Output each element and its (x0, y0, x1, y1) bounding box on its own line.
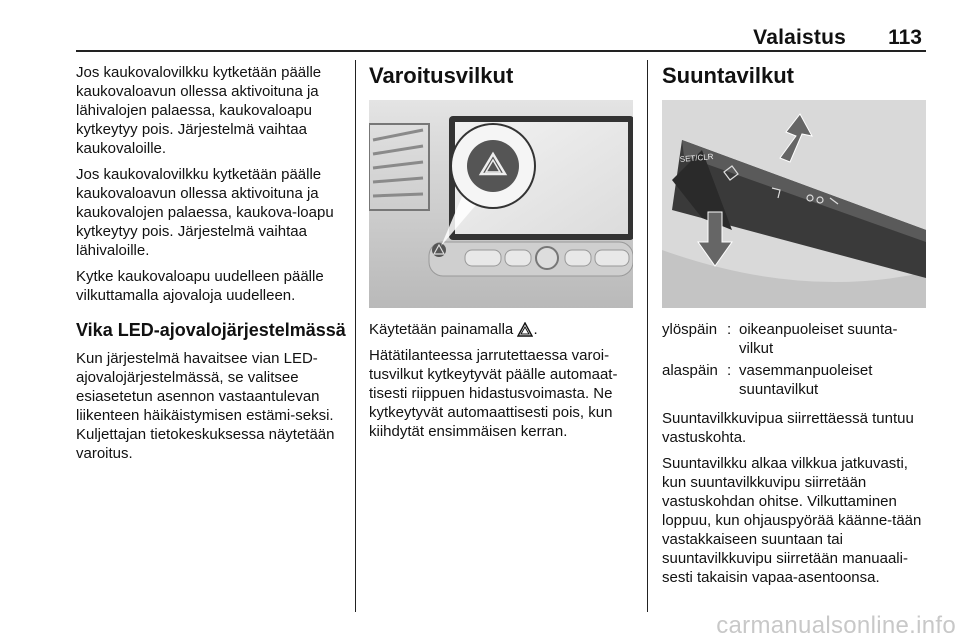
definition-description: vasemmanpuoleiset suuntavilkut (739, 362, 873, 398)
column-divider-1 (355, 60, 356, 612)
hazard-warning-icon (517, 322, 533, 337)
header-rule (76, 50, 926, 52)
paragraph: Jos kaukovalovilkku kytketään päälle kaukovaloavun ollessa aktivoituna ja lähivalojen palaessa, kaukovaloapu kytkeytyy pois. Järjestelmä vaihtaa kaukovaloille. (76, 64, 322, 157)
stalk-illustration (662, 100, 926, 308)
stalk-label: SET/CLR (679, 152, 714, 164)
column-1 (76, 63, 346, 463)
text-prefix: Käytetään painamalla (369, 321, 514, 338)
paragraph: Jos kaukovalovilkku kytketään päälle kaukovaloavun ollessa aktivoituna ja kaukovalojen palaessa, kaukova-loapu kytkeytyy pois. Järjestelmä vaihtaa lähivaloille. (76, 166, 334, 259)
definition-description: oikeanpuoleiset suunta-vilkut (739, 321, 898, 357)
section-title: Valaistus (753, 26, 846, 49)
definition-row (662, 361, 928, 399)
column-divider-2 (647, 60, 648, 612)
paragraph: Suuntavilkku alkaa vilkkua jatkuvasti, kun suuntavilkkuvipu siirretään vastuskohdan ohitse. Vilkuttaminen loppuu, kun ohjauspyörää käänne-tään vastakkaiseen suuntaan tai suuntavilkkuvipu siirretään manuaali-sesti takaisin vapaa-asentoonsa. (662, 455, 922, 586)
watermark: carmanualsonline.info (716, 612, 956, 639)
subheading-led-fault: Vika LED-ajovalojärjestelmässä (76, 320, 346, 340)
page-number: 113 (888, 26, 922, 49)
direction-definitions (662, 320, 928, 399)
definition-separator: : (727, 321, 732, 338)
paragraph: Hätätilanteessa jarrutettaessa varoi-tusvilkut kytkeytyvät päälle automaat-tisesti riippuen hidastusvoimasta. Ne kytkeytyvät automaattisesti pois, kun kiihdytät ensimmäisen kerran. (369, 347, 618, 440)
definition-row (662, 320, 928, 358)
definition-separator: : (727, 362, 732, 379)
hazard-switch-illustration (369, 100, 633, 308)
paragraph: Suuntavilkkuvipua siirrettäessä tuntuu vastuskohta. (662, 410, 914, 446)
definition-term: alaspäin (662, 362, 718, 379)
heading-turn-signals: Suuntavilkut (662, 63, 795, 88)
column-3 (662, 62, 928, 587)
paragraph: Kytke kaukovaloapu uudelleen päälle vilkuttamalla ajovaloja uudelleen. (76, 268, 324, 304)
heading-hazard-lights: Varoitusvilkut (369, 63, 514, 88)
turn-signal-stalk-illustration (662, 100, 926, 308)
dashboard-illustration (369, 100, 633, 308)
paragraph (369, 320, 633, 339)
paragraph: Kun järjestelmä havaitsee vian LED-ajovalojärjestelmässä, se valitsee esiasetetun asennon vastaantulevan liikenteen häikäistymisen estämi-seksi. Kuljettajan tietokeskuksessa näytetään varoitus. (76, 350, 335, 462)
page-header (76, 26, 926, 50)
definition-term: ylöspäin (662, 321, 718, 338)
column-2 (369, 62, 633, 441)
text-suffix: . (533, 321, 538, 338)
